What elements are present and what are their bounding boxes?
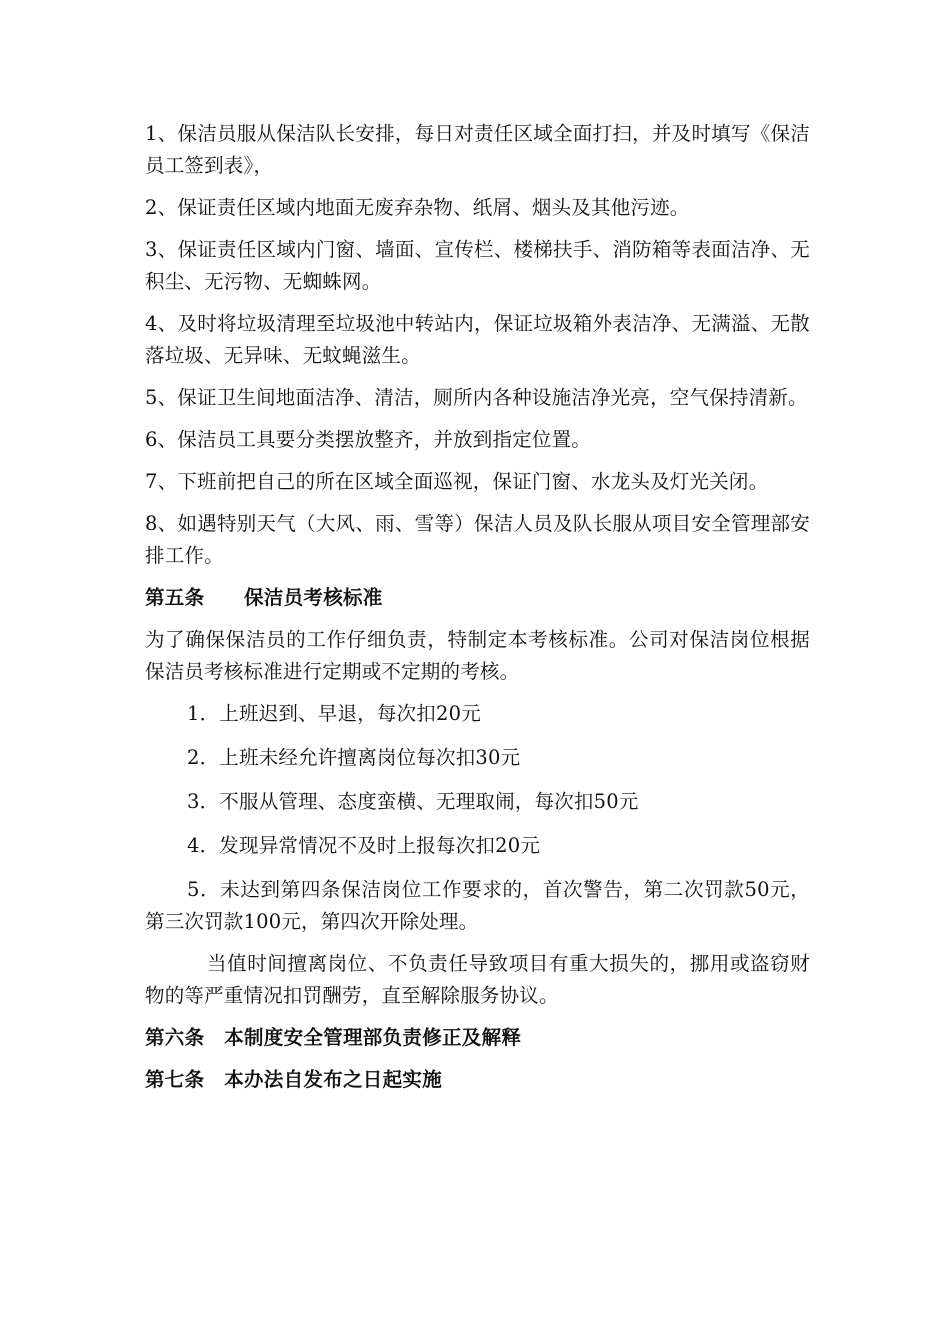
duty-item-7: 7、下班前把自己的所在区域全面巡视，保证门窗、水龙头及灯光关闭。 [145, 470, 769, 493]
penalty-item-1: 1．上班迟到、早退，每次扣20元 [187, 702, 481, 725]
duty-item-1: 1、保洁员服从保洁队长安排，每日对责任区域全面打扫，并及时填写《保洁员工签到表》， [145, 122, 810, 177]
duty-item-5: 5、保证卫生间地面洁净、清洁，厕所内各种设施洁净光亮，空气保持清新。 [145, 386, 808, 409]
penalty-item-5: 5．未达到第四条保洁岗位工作要求的，首次警告，第二次罚款50元，第三次罚款100元，第四次开除处理。 [145, 878, 810, 933]
penalty-item-3: 3．不服从管理、态度蛮横、无理取闹，每次扣50元 [187, 790, 639, 813]
penalty-item-2: 2．上班未经允许擅离岗位每次扣30元 [187, 746, 521, 769]
penalty-item-4: 4．发现异常情况不及时上报每次扣20元 [187, 834, 541, 857]
article-5-heading: 第五条 保洁员考核标准 [145, 586, 383, 609]
duty-item-6: 6、保洁员工具要分类摆放整齐，并放到指定位置。 [145, 428, 592, 451]
duty-item-4: 4、及时将垃圾清理至垃圾池中转站内，保证垃圾箱外表洁净、无满溢、无散落垃圾、无异味、无蚊蝇滋生。 [145, 312, 810, 367]
duty-item-3: 3、保证责任区域内门窗、墙面、宣传栏、楼梯扶手、消防箱等表面洁净、无积尘、无污物、无蜘蛛网。 [145, 238, 810, 293]
article-7-heading: 第七条 本办法自发布之日起实施 [145, 1068, 443, 1091]
article-6-heading: 第六条 本制度安全管理部负责修正及解释 [145, 1026, 522, 1049]
duty-item-2: 2、保证责任区域内地面无废弃杂物、纸屑、烟头及其他污迹。 [145, 196, 690, 219]
duty-item-8: 8、如遇特别天气（大风、雨、雪等）保洁人员及队长服从项目安全管理部安排工作。 [145, 512, 810, 567]
serious-violation-note: 当值时间擅离岗位、不负责任导致项目有重大损失的，挪用或盗窃财物的等严重情况扣罚酬劳，直至解除服务协议。 [145, 952, 810, 1007]
document-body [145, 118, 810, 1106]
article-5-intro: 为了确保保洁员的工作仔细负责，特制定本考核标准。公司对保洁岗位根据保洁员考核标准进行定期或不定期的考核。 [145, 628, 810, 683]
